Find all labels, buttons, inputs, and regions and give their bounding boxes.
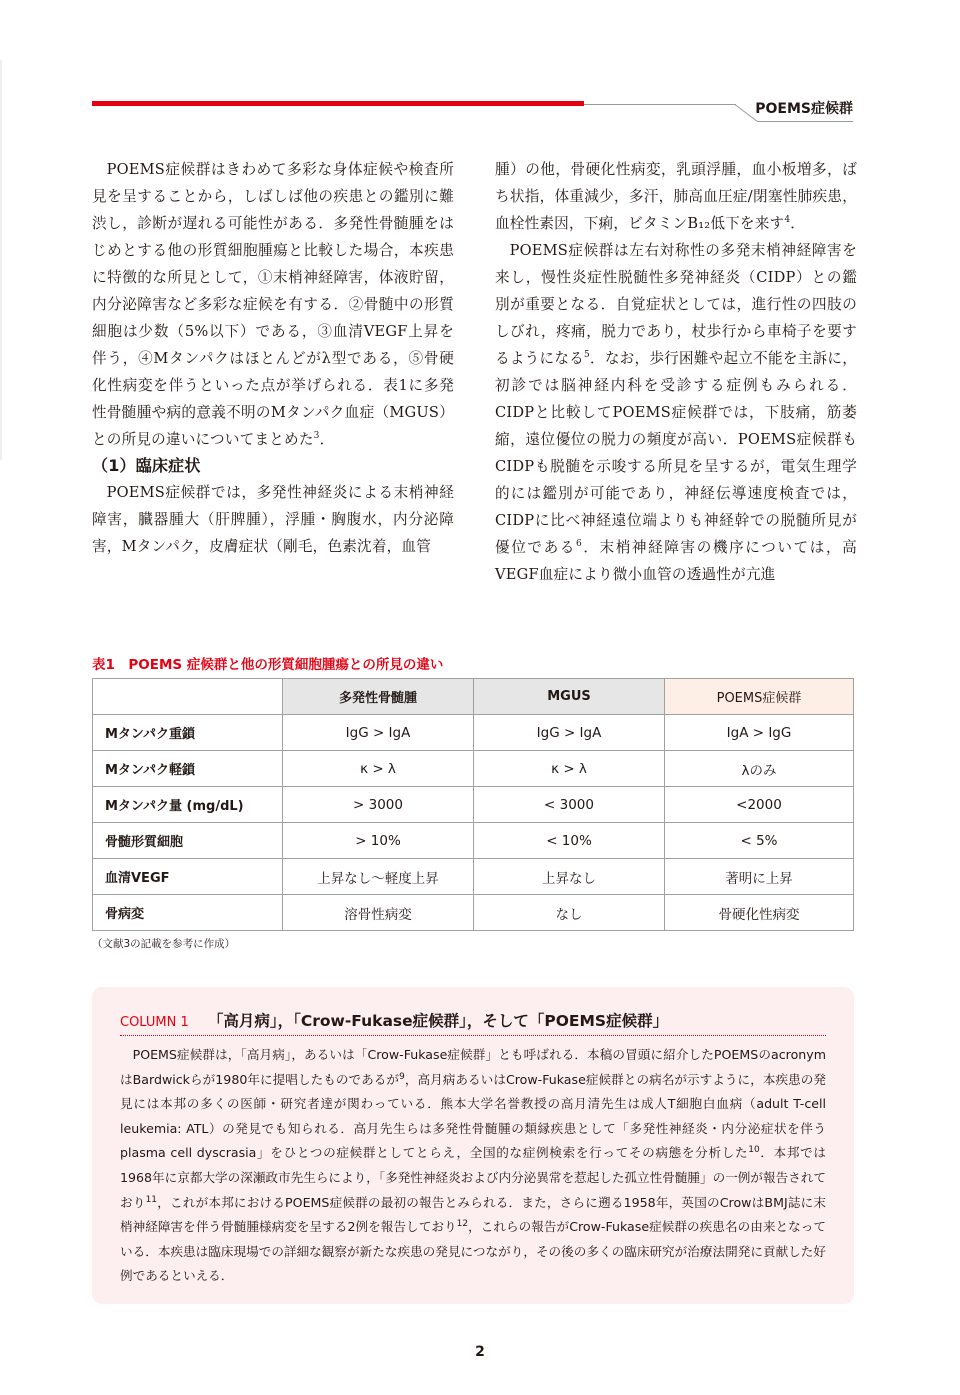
row-label: 血清VEGF — [93, 859, 283, 895]
paragraph-text: ．なお，歩行困難や起立不能を主訴に，初診では脳神経内科を受診する症例もみられる．CIDPと比較してPOEMS症候群では，下肢痛，筋萎縮，遠位優位の脱力の頻度が高い．POEMS症候群もCIDPも脱髄を示唆する所見を呈するが，電気生理学的には鑑別が可能であり，神経伝導速度検査では，CIDPに比べ神経遠位端よりも神経幹での脱髄所見が優位である — [495, 350, 857, 556]
paragraph-text: 腫）の他，骨硬化性病変，乳頭浮腫，血小板増多，ばち状指，体重減少，多汗，肺高血圧症/閉塞性肺疾患，血栓性素因，下痢，ビタミンB₁₂低下を来す — [495, 161, 857, 232]
cell-mm: 上昇なし～軽度上昇 — [283, 859, 474, 895]
paragraph-text: ． — [319, 431, 335, 448]
comparison-table — [92, 678, 854, 931]
header-red-bar — [92, 101, 584, 106]
table-header-row — [93, 679, 854, 715]
table-row — [93, 859, 854, 895]
paragraph — [495, 237, 857, 588]
header-mgus: MGUS — [474, 679, 665, 715]
cell-poems: 著明に上昇 — [665, 859, 854, 895]
citation-ref: 6 — [575, 539, 582, 550]
cell-mm: > 3000 — [283, 787, 474, 823]
cell-mgus: < 10% — [474, 823, 665, 859]
table-corner-cell — [93, 679, 283, 715]
table-row — [93, 715, 854, 751]
cell-mgus: 上昇なし — [474, 859, 665, 895]
citation-ref: 9 — [399, 1071, 405, 1082]
row-label: 骨病変 — [93, 895, 283, 931]
cell-poems: <2000 — [665, 787, 854, 823]
citation-ref: 4 — [784, 215, 791, 226]
citation-ref: 11 — [145, 1194, 158, 1205]
column-text: ，これが本邦におけるPOEMS症候群の最初の報告とみられる．また，さらに遡る1958年，英国のCrowはBMJ誌に末梢神経障害を伴う骨髄腫様病変を呈する2例を報告しており — [120, 1194, 827, 1235]
paragraph — [92, 479, 454, 560]
citation-ref: 10 — [748, 1145, 760, 1156]
column-text: ．本邦では1968年に京都大学の深瀬政市先生らにより，「多発性神経炎および内分泌異常を惹起した孤立性骨髄腫」の一例が報告されており — [120, 1145, 826, 1210]
body-column-right — [495, 156, 857, 588]
cell-poems: λのみ — [665, 751, 854, 787]
row-label: Mタンパク軽鎖 — [93, 751, 283, 787]
body-column-left — [92, 156, 454, 560]
row-label: Mタンパク重鎖 — [93, 715, 283, 751]
cell-mm: IgG > IgA — [283, 715, 474, 751]
paragraph — [92, 156, 454, 453]
column-text: ，これらの報告がCrow-Fukase症候群の疾患名の由来となっている．本疾患は臨床現場での詳細な観察が新たな疾患の発見につながり，その後の多くの臨床研究が治療法開発に貢献した好例であるといえる． — [120, 1219, 826, 1284]
column-header — [120, 1009, 826, 1036]
header-rule-diagonal — [734, 104, 757, 122]
citation-ref: 5 — [584, 350, 590, 361]
table-row — [93, 787, 854, 823]
paragraph-text: POEMS症候群はきわめて多彩な身体症候や検査所見を呈することから，しばしば他の疾患との鑑別に難渋し，診断が遅れる可能性がある．多発性骨髄腫をはじめとする他の形質細胞腫瘍と比較した場合，本疾患に特徴的な所見として，①末梢神経障害，体液貯留，内分泌障害など多彩な症候を有する．②骨髄中の形質細胞は少数（5%以下）である，③血清VEGF上昇を伴う，④Mタンパクはほとんどがλ型である，⑤骨硬化性病変を伴うといった点が挙げられる．表1に多発性骨髄腫や病的意義不明のMタンパク血症（MGUS）との所見の違いについてまとめた — [92, 161, 454, 448]
row-label: Mタンパク量 (mg/dL) — [93, 787, 283, 823]
citation-ref: 3 — [313, 431, 320, 442]
column-body — [120, 1043, 826, 1289]
page-edge-mark — [0, 60, 2, 460]
column-text: ，高月病あるいはCrow-Fukase症候群との病名が示すように，本疾患の発見には本邦の多くの医師・研究者達が関わっている．熊本大学名誉教授の高月清先生は成人T細胞白血病（adult T-cell leukemia: ATL）の発見でも知られる．高月先生らは多発性骨髄腫の類縁疾患として「多発性神経炎・内分泌症状を伴うplasma cell dyscrasia」をひとつの症候群としてとらえ，全国的な症例検索を行ってその病態を分析した — [120, 1071, 826, 1161]
cell-poems: 骨硬化性病変 — [665, 895, 854, 931]
cell-mm: > 10% — [283, 823, 474, 859]
header-multiple-myeloma: 多発性骨髄腫 — [283, 679, 474, 715]
cell-poems: IgA > IgG — [665, 715, 854, 751]
cell-mgus: κ > λ — [474, 751, 665, 787]
header-rule-lower — [757, 121, 853, 122]
citation-ref: 12 — [456, 1218, 469, 1229]
paragraph — [495, 156, 857, 237]
column-box — [92, 987, 854, 1304]
column-title: 「高月病」，「Crow-Fukase症候群」，そして「POEMS症候群」 — [207, 1012, 669, 1030]
cell-mm: 溶骨性病変 — [283, 895, 474, 931]
paragraph-text: POEMS症候群では，多発性神経炎による末梢神経障害，臓器腫大（肝脾腫），浮腫・胸腹水，内分泌障害，Mタンパク，皮膚症状（剛毛，色素沈着，血管 — [92, 484, 454, 555]
cell-poems: < 5% — [665, 823, 854, 859]
row-label: 骨髄形質細胞 — [93, 823, 283, 859]
cell-mgus: IgG > IgA — [474, 715, 665, 751]
header-rule — [584, 104, 736, 105]
paragraph-text: ． — [790, 215, 806, 232]
table-row — [93, 895, 854, 931]
cell-mgus: < 3000 — [474, 787, 665, 823]
table-note: （文献3の記載を参考に作成） — [92, 938, 236, 950]
table-row — [93, 751, 854, 787]
paragraph-text: ．末梢神経障害の機序については，高VEGF血症により微小血管の透過性が亢進 — [495, 539, 857, 583]
page-number: 2 — [475, 1344, 485, 1360]
paragraph-text: POEMS症候群は左右対称性の多発末梢神経障害を来し，慢性炎症性脱髄性多発神経炎（CIDP）との鑑別が重要となる．自覚症状としては，進行性の四肢のしびれ，疼痛，脱力であり，杖歩行から車椅子を要するようになる — [495, 242, 857, 367]
running-title: POEMS症候群 — [755, 101, 853, 117]
column-tag: COLUMN 1 — [120, 1015, 189, 1030]
header-poems: POEMS症候群 — [665, 679, 854, 715]
column-text: POEMS症候群は，「高月病」，あるいは「Crow-Fukase症候群」とも呼ばれる．本稿の冒頭に紹介したPOEMSのacronymはBardwickらが1980年に提唱したものであるが — [120, 1047, 826, 1087]
table-row — [93, 823, 854, 859]
table-caption: 表1 POEMS 症候群と他の形質細胞腫瘍との所見の違い — [92, 657, 444, 673]
cell-mgus: なし — [474, 895, 665, 931]
section-heading: （1）臨床症状 — [92, 456, 201, 475]
cell-mm: κ > λ — [283, 751, 474, 787]
